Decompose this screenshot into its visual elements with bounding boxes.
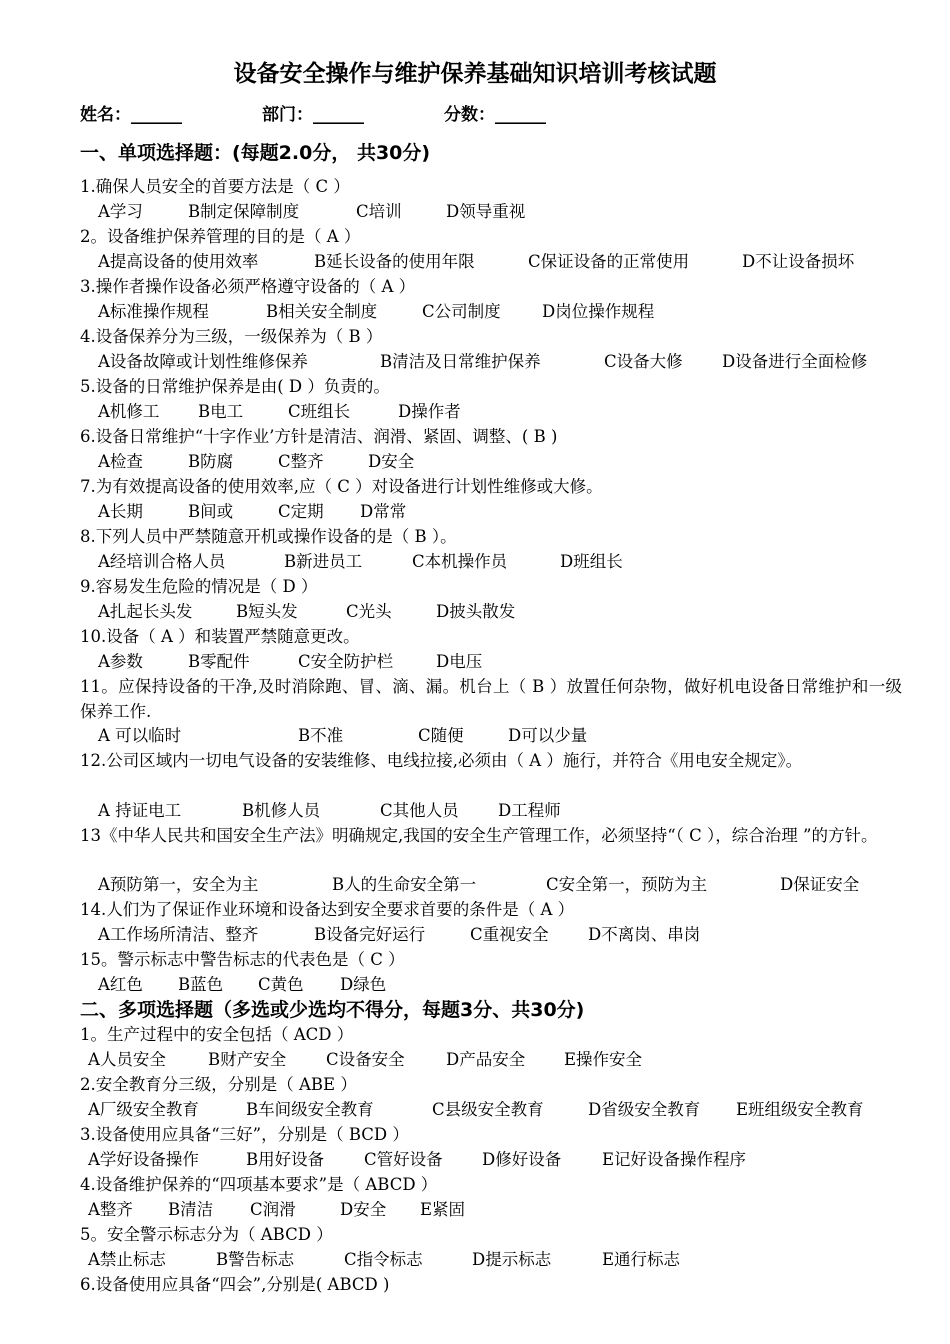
option-d: D披头散发	[436, 602, 516, 621]
option-c: C定期	[278, 502, 324, 521]
option-d: D提示标志	[472, 1250, 552, 1269]
option-a: A提高设备的使用效率	[98, 252, 259, 271]
multi-question-4: 4.设备维护保养的“四项基本要求”是（ ABCD ）	[80, 1175, 438, 1194]
question-6: 6.设备日常维护“十字作业’方针是清洁、润滑、紧固、调整、( B )	[80, 427, 558, 446]
question-11: 11。应保持设备的干净,及时消除跑、冒、滴、漏。机台上（ B ）放置任何杂物，做好机电设备日常维护和一级保养工作.	[80, 677, 902, 721]
option-b: B延长设备的使用年限	[314, 252, 475, 271]
multi-question-5: 5。安全警示标志分为（ ABCD ）	[80, 1225, 333, 1244]
option-c: C培训	[356, 202, 402, 221]
exam-title: 设备安全操作与维护保养基础知识培训考核试题	[233, 61, 717, 87]
option-c: C班组长	[288, 402, 351, 421]
name-field: 姓名：______	[80, 105, 182, 125]
option-a: A工作场所清洁、整齐	[98, 925, 259, 944]
option-d: D安全	[368, 452, 415, 471]
option-b: B机修人员	[242, 801, 321, 820]
question-9: 9.容易发生危险的情况是（ D ）	[80, 577, 318, 596]
option-e: E班组级安全教育	[736, 1100, 864, 1119]
option-d: D班组长	[560, 552, 623, 571]
option-a: A红色	[98, 975, 143, 994]
option-c: C公司制度	[422, 302, 501, 321]
option-b: B人的生命安全第一	[332, 875, 477, 894]
option-d: D绿色	[340, 975, 387, 994]
option-e: E通行标志	[602, 1250, 681, 1269]
option-a: A学好设备操作	[88, 1150, 199, 1169]
option-e: E紧固	[420, 1200, 466, 1219]
option-a: A 可以临时	[98, 726, 182, 745]
option-c: C光头	[346, 602, 392, 621]
option-d: D产品安全	[446, 1050, 526, 1069]
option-b: B制定保障制度	[188, 202, 300, 221]
score-field: 分数：______	[444, 105, 546, 125]
question-2: 2。设备维护保养管理的目的是（ A ）	[80, 227, 361, 246]
option-c: C县级安全教育	[432, 1100, 544, 1119]
option-b: B不准	[298, 726, 344, 745]
option-a: A设备故障或计划性维修保养	[98, 352, 308, 371]
multi-question-6: 6.设备使用应具备“四会”,分别是( ABCD )	[80, 1275, 390, 1294]
question-10: 10.设备（ A ）和装置严禁随意更改。	[80, 627, 360, 646]
option-c: C其他人员	[380, 801, 459, 820]
option-b: B间或	[188, 502, 234, 521]
option-b: B防腐	[188, 452, 234, 471]
option-d: D省级安全教育	[588, 1100, 701, 1119]
option-c: C设备安全	[326, 1050, 405, 1069]
question-8: 8.下列人员中严禁随意开机或操作设备的是（ B ）。	[80, 527, 457, 546]
option-b: B相关安全制度	[266, 302, 378, 321]
option-a: A学习	[98, 202, 143, 221]
option-b: B财产安全	[208, 1050, 287, 1069]
option-a: A人员安全	[88, 1050, 166, 1069]
option-a: A经培训合格人员	[98, 552, 226, 571]
question-1: 1.确保人员安全的首要方法是（ C ）	[80, 177, 350, 196]
option-d: D修好设备	[482, 1150, 562, 1169]
option-a: A扎起长头发	[98, 602, 193, 621]
option-b: B设备完好运行	[314, 925, 426, 944]
option-c: C润滑	[250, 1200, 296, 1219]
department-field: 部门：______	[262, 105, 364, 125]
question-13: 13《中华人民共和国安全生产法》明确规定,我国的安全生产管理工作，必须坚持“（ C ），综合治理 ”的方针。	[80, 826, 878, 845]
multi-question-1: 1。生产过程中的安全包括（ ACD ）	[80, 1025, 354, 1044]
option-c: C重视安全	[470, 925, 549, 944]
question-15: 15。警示标志中警告标志的代表色是（ C ）	[80, 950, 405, 969]
option-d: D常常	[360, 502, 407, 521]
option-d: D安全	[340, 1200, 387, 1219]
option-a: A预防第一，安全为主	[98, 875, 259, 894]
question-3: 3.操作者操作设备必须严格遵守设备的（ A ）	[80, 277, 416, 296]
option-d: D岗位操作规程	[542, 302, 655, 321]
option-b: B用好设备	[246, 1150, 325, 1169]
option-c: C随便	[418, 726, 464, 745]
question-12: 12.公司区域内一切电气设备的安装维修、电线拉接,必须由（ A ）施行，并符合《用电安全规定》。	[80, 751, 803, 770]
option-d: D设备进行全面检修	[722, 352, 868, 371]
option-c: C管好设备	[364, 1150, 443, 1169]
option-c: C本机操作员	[412, 552, 508, 571]
option-b: B零配件	[188, 652, 250, 671]
option-a: A禁止标志	[88, 1250, 166, 1269]
option-d: D不让设备损坏	[742, 252, 855, 271]
multi-question-2: 2.安全教育分三级，分别是（ ABE ）	[80, 1075, 357, 1094]
question-14: 14.人们为了保证作业环境和设备达到安全要求首要的条件是（ A ）	[80, 900, 575, 919]
option-d: D不离岗、串岗	[588, 925, 701, 944]
option-b: B车间级安全教育	[246, 1100, 374, 1119]
section-multiple-choice: 二、多项选择题（多选或少选均不得分，每题3分、共30分)	[80, 999, 585, 1021]
option-a: A厂级安全教育	[88, 1100, 199, 1119]
option-b: B电工	[198, 402, 244, 421]
option-a: A整齐	[88, 1200, 133, 1219]
option-a: A长期	[98, 502, 143, 521]
option-b: B清洁及日常维护保养	[380, 352, 541, 371]
option-c: C安全防护栏	[298, 652, 394, 671]
option-b: B蓝色	[178, 975, 224, 994]
option-b: B警告标志	[216, 1250, 295, 1269]
option-a: A检查	[98, 452, 143, 471]
option-c: C指令标志	[344, 1250, 423, 1269]
option-c: C黄色	[258, 975, 304, 994]
option-b: B新进员工	[284, 552, 363, 571]
option-d: D工程师	[498, 801, 561, 820]
option-c: C保证设备的正常使用	[528, 252, 690, 271]
option-e: E记好设备操作程序	[602, 1150, 747, 1169]
option-d: D保证安全	[780, 875, 860, 894]
option-a: A参数	[98, 652, 143, 671]
option-d: D可以少量	[508, 726, 588, 745]
section-single-choice: 一、单项选择题：(每题2.0分， 共30分)	[80, 142, 431, 164]
option-c: C设备大修	[604, 352, 683, 371]
option-c: C安全第一，预防为主	[546, 875, 708, 894]
question-4: 4.设备保养分为三级，一级保养为（ B ）	[80, 327, 383, 346]
option-a: A 持证电工	[98, 801, 182, 820]
option-e: E操作安全	[564, 1050, 643, 1069]
option-d: D操作者	[398, 402, 461, 421]
option-a: A机修工	[98, 402, 160, 421]
question-7: 7.为有效提高设备的使用效率,应（ C ）对设备进行计划性维修或大修。	[80, 477, 603, 496]
option-d: D电压	[436, 652, 483, 671]
question-5: 5.设备的日常维护保养是由( D ）负责的。	[80, 377, 390, 396]
option-a: A标准操作规程	[98, 302, 209, 321]
option-b: B短头发	[236, 602, 298, 621]
option-b: B清洁	[168, 1200, 214, 1219]
option-c: C整齐	[278, 452, 324, 471]
option-d: D领导重视	[446, 202, 526, 221]
multi-question-3: 3.设备使用应具备“三好”，分别是（ BCD ）	[80, 1125, 409, 1144]
